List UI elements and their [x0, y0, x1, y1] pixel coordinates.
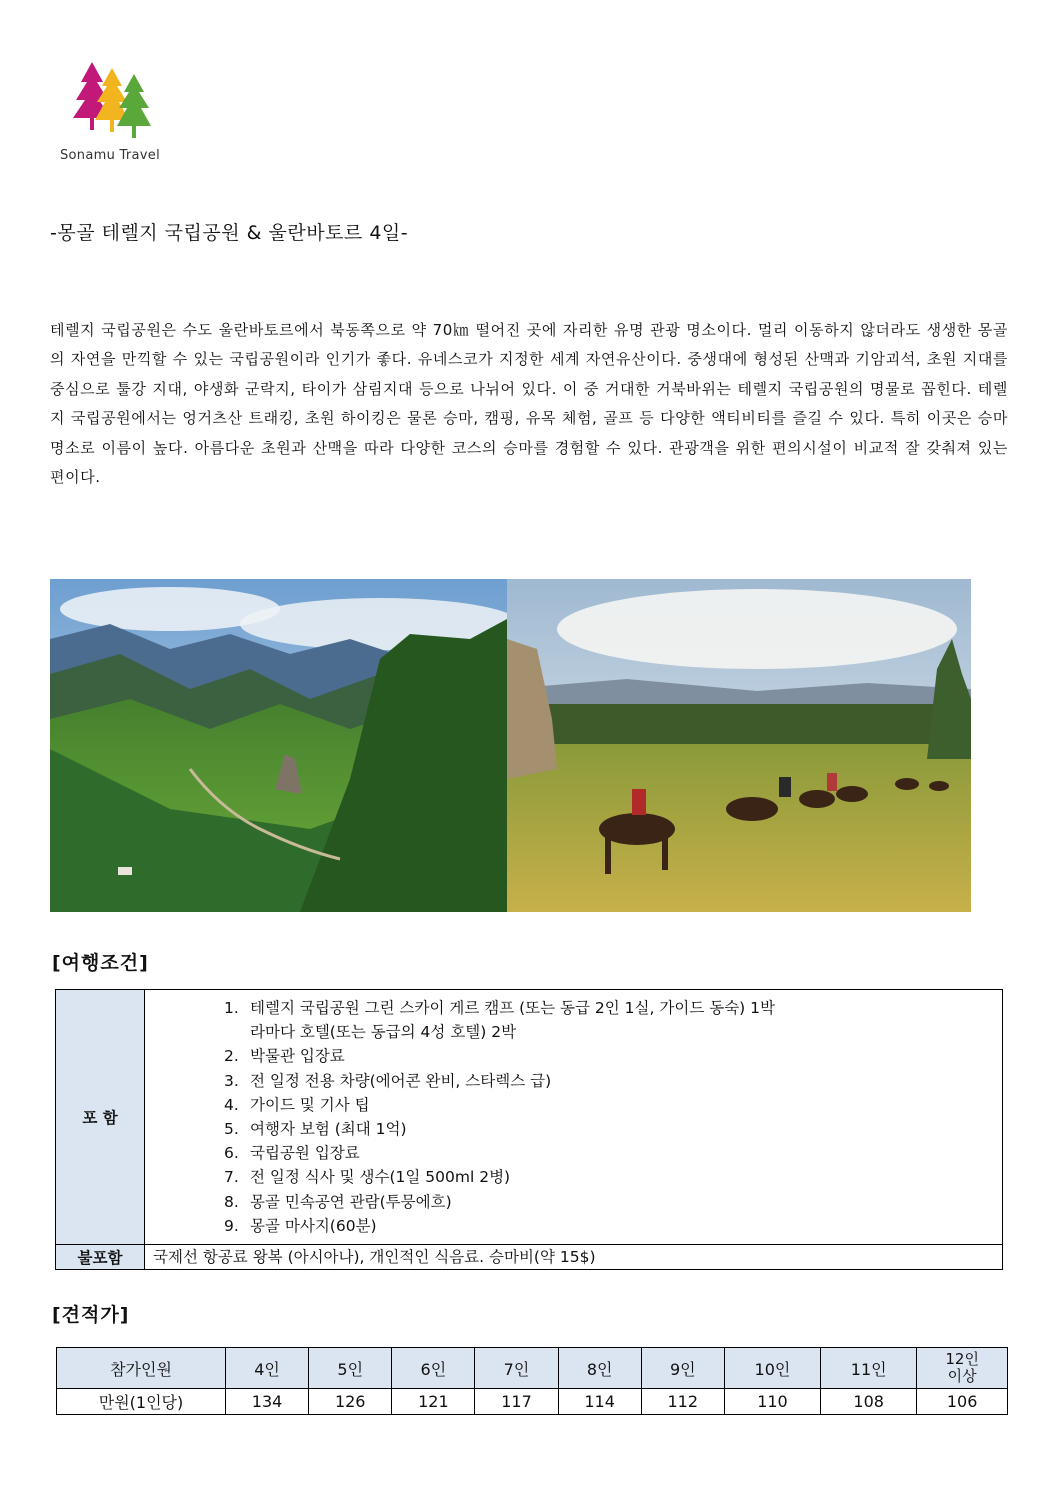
- included-label: 포 함: [56, 990, 145, 1245]
- included-list-cell: [145, 990, 1003, 1245]
- excluded-label: 불포함: [56, 1245, 145, 1270]
- included-item-text: 국립공원 입장료: [250, 1144, 360, 1163]
- brand-logo: [58, 60, 170, 170]
- included-item: [146, 1165, 1001, 1189]
- included-item: [146, 1069, 1001, 1093]
- included-item-number: 4.: [224, 1095, 239, 1114]
- conditions-section-title: [여행조건]: [52, 952, 149, 974]
- included-item-text: 몽골 마사지(60분): [250, 1216, 377, 1235]
- included-item: [146, 1141, 1001, 1165]
- participants-count-cell: 6인: [392, 1348, 475, 1389]
- intro-paragraph: 테렐지 국립공원은 수도 울란바토르에서 북동쪽으로 약 70㎞ 떨어진 곳에 자리한 유명 관광 명소이다. 멀리 이동하지 않더라도 생생한 몽골의 자연을 만끽할 수 있는 국립공원이라 인기가 좋다. 유네스코가 지정한 세계 자연유산이다. 중생대에 형성된 산맥과 기암괴석, 초원 지대를 중심으로 툴강 지대, 야생화 군락지, 타이가 삼림지대 등으로 나뉘어 있다. 이 중 거대한 거북바위는 테렐지 국립공원의 명물로 꼽힌다. 테렐지 국립공원에서는 엉거츠산 트래킹, 초원 하이킹은 물론 승마, 캠핑, 유목 체험, 골프 등 다양한 액티비티를 즐길 수 있다. 특히 이곳은 승마 명소로 이름이 높다. 아름다운 초원과 산맥을 따라 다양한 코스의 승마를 경험할 수 있다. 관광객을 위한 편의시설이 비교적 잘 갖춰져 있는 편이다.: [50, 321, 1008, 487]
- included-item: [146, 1214, 1001, 1238]
- excluded-text: 국제선 항공료 왕복 (아시아나), 개인적인 식음료. 승마비(약 15$): [145, 1245, 1003, 1270]
- conditions-table: [55, 989, 1003, 1270]
- included-item-text: 전 일정 전용 차량(에어콘 완비, 스타렉스 급): [250, 1071, 552, 1090]
- price-cell: 126: [309, 1389, 392, 1415]
- included-item-number: 3.: [224, 1071, 239, 1090]
- included-item-text: 가이드 및 기사 팁: [250, 1095, 370, 1114]
- included-item-text: 여행자 보험 (최대 1억): [250, 1120, 407, 1139]
- price-cell-12plus: 106: [917, 1389, 1008, 1415]
- price-cell: 108: [821, 1389, 917, 1415]
- included-item: [146, 1044, 1001, 1068]
- horse-riding-photo: [507, 579, 971, 912]
- excluded-row: [56, 1245, 1003, 1270]
- included-item-text: 박물관 입장료: [250, 1047, 345, 1066]
- brand-name: Sonamu Travel: [60, 148, 160, 163]
- participants-count-cell-12plus: [917, 1348, 1008, 1389]
- three-trees-logo-icon: [68, 60, 158, 140]
- price-cell: 134: [226, 1389, 309, 1415]
- included-item: [146, 1117, 1001, 1141]
- included-item: [146, 1093, 1001, 1117]
- per-person-label: 만원(1인당): [57, 1389, 226, 1415]
- included-item-number: 8.: [224, 1192, 239, 1211]
- included-item-text: 몽골 민속공연 관람(투뭉에흐): [250, 1192, 452, 1211]
- included-item-number: 1.: [224, 999, 239, 1017]
- participants-count-cell: 9인: [641, 1348, 724, 1389]
- participants-count-cell: 7인: [475, 1348, 558, 1389]
- pricing-section-title: [견적가]: [52, 1304, 130, 1326]
- pricing-values-row: [57, 1389, 1008, 1415]
- price-cell: 110: [724, 1389, 820, 1415]
- participants-count-cell: 10인: [724, 1348, 820, 1389]
- participants-12plus-line2: 이상: [947, 1367, 977, 1385]
- pricing-table: [56, 1347, 1008, 1415]
- included-item: [146, 1190, 1001, 1214]
- included-item-text: 테렐지 국립공원 그린 스카이 게르 캠프 (또는 동급 2인 1실, 가이드 동숙) 1박: [250, 999, 775, 1017]
- included-item-subline: 라마다 호텔(또는 동급의 4성 호텔) 2박: [250, 1023, 517, 1042]
- participants-header: 참가인원: [57, 1348, 226, 1389]
- included-item-number: 9.: [224, 1216, 239, 1235]
- price-cell: 112: [641, 1389, 724, 1415]
- participants-count-cell: 11인: [821, 1348, 917, 1389]
- included-item-number: 7.: [224, 1168, 239, 1187]
- included-item-number: 6.: [224, 1144, 239, 1163]
- participants-count-cell: 8인: [558, 1348, 641, 1389]
- page-title: -몽골 테렐지 국립공원 & 울란바토르 4일-: [50, 222, 409, 244]
- included-item-text: 전 일정 식사 및 생수(1일 500ml 2병): [250, 1168, 511, 1187]
- terelj-valley-photo: [50, 579, 507, 912]
- participants-12plus-line1: 12인: [945, 1350, 979, 1368]
- price-cell: 117: [475, 1389, 558, 1415]
- participants-count-cell: 5인: [309, 1348, 392, 1389]
- included-item: [146, 996, 1001, 1044]
- included-row: [56, 990, 1003, 1245]
- included-item-number: 2.: [224, 1047, 239, 1066]
- price-cell: 114: [558, 1389, 641, 1415]
- participants-count-cell: 4인: [226, 1348, 309, 1389]
- included-list: [146, 991, 1001, 1243]
- included-item-number: 5.: [224, 1120, 239, 1139]
- pricing-header-row: [57, 1348, 1008, 1389]
- price-cell: 121: [392, 1389, 475, 1415]
